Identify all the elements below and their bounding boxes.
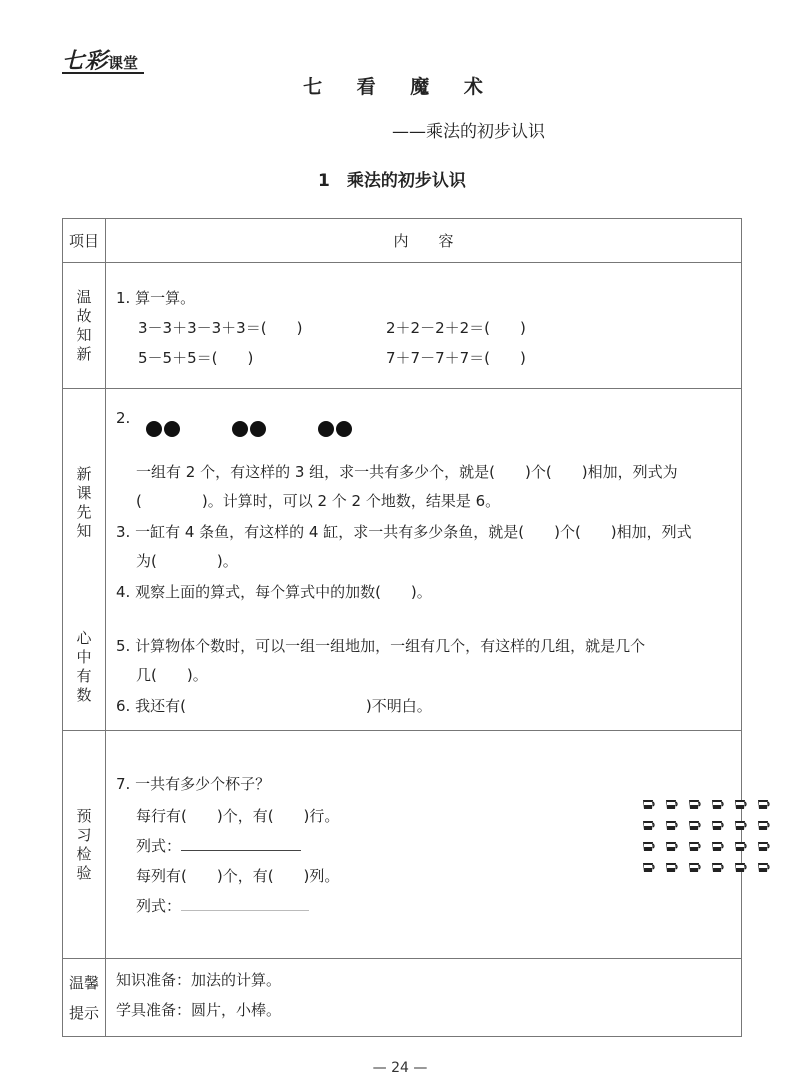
q7-row-fill: 每行有( )个，有( )行。 — [136, 807, 340, 825]
cup-icon — [687, 797, 701, 810]
section-review — [63, 263, 742, 389]
cup-icon — [664, 839, 678, 852]
section-tips — [63, 959, 742, 1037]
section-new-lesson-label: 新 课 先 知 心 中 有 数 — [63, 389, 106, 731]
dot — [318, 421, 334, 437]
section-tips-label: 温馨 提示 — [63, 959, 106, 1037]
q1-expr-1: 3－3＋3－3＋3＝( ) — [138, 319, 303, 337]
q7-col-fill: 每列有( )个，有( )列。 — [136, 867, 340, 885]
brand-sub-text: 课堂 — [108, 54, 139, 72]
cup-icon — [733, 818, 747, 831]
section-review-label: 温 故 知 新 — [63, 263, 106, 389]
dot — [250, 421, 266, 437]
cup-icon — [664, 860, 678, 873]
tip-knowledge: 知识准备：加法的计算。 — [116, 971, 282, 989]
cup-icon — [641, 860, 655, 873]
q1-expr-4: 7＋7－7＋7＝( ) — [386, 349, 526, 367]
cup-icon — [641, 839, 655, 852]
q3-line-a: 3. 一缸有 4 条鱼，有这样的 4 缸，求一共有多少条鱼，就是( )个( )相加，列式 — [116, 523, 692, 541]
dot — [146, 421, 162, 437]
cup-icon — [756, 797, 770, 810]
section-review-content — [106, 263, 742, 389]
q1-expr-2: 2＋2－2＋2＝( ) — [386, 319, 526, 337]
section-preview-label: 预 习 检 验 — [63, 731, 106, 959]
lesson-title: 1 乘法的初步认识 — [318, 171, 466, 191]
cup-icon — [641, 797, 655, 810]
worksheet-table — [62, 218, 742, 1037]
dot — [336, 421, 352, 437]
section-new-lesson — [63, 389, 742, 731]
cup-icon — [687, 818, 701, 831]
q1-expr-3: 5－5＋5＝( ) — [138, 349, 254, 367]
q2-line-a: 一组有 2 个，有这样的 3 组，求一共有多少个，就是( )个( )相加，列式为 — [136, 463, 678, 481]
header-item: 项目 — [63, 219, 106, 263]
dot — [164, 421, 180, 437]
q6-text: 6. 我还有( )不明白。 — [116, 697, 432, 715]
page-number: — 24 — — [372, 1060, 428, 1076]
cup-icon — [756, 839, 770, 852]
cup-icon — [733, 839, 747, 852]
tip-tools: 学具准备：圆片，小棒。 — [116, 1001, 282, 1019]
cup-icon — [664, 818, 678, 831]
cup-icon — [756, 818, 770, 831]
cup-icon — [710, 839, 724, 852]
q2-number: 2. — [116, 409, 131, 427]
q7-equation-1: 列式： — [136, 835, 301, 856]
cup-icon — [664, 797, 678, 810]
q7-text: 7. 一共有多少个杯子？ — [116, 775, 271, 793]
table-header-row — [63, 219, 742, 263]
cup-icon — [687, 860, 701, 873]
cup-icon — [756, 860, 770, 873]
brand-logo — [62, 44, 138, 75]
cup-icon — [733, 797, 747, 810]
q5-line-b: 几( )。 — [136, 666, 208, 684]
cup-icon — [733, 860, 747, 873]
brand-logo-text: 七彩 — [62, 48, 109, 74]
cup-icon — [710, 818, 724, 831]
q1-text: 1. 算一算。 — [116, 289, 196, 307]
q7-equation-2: 列式： — [136, 895, 309, 916]
header-content: 内 容 — [106, 219, 742, 263]
cup-icon — [687, 839, 701, 852]
q4-text: 4. 观察上面的算式，每个算式中的加数( )。 — [116, 583, 432, 601]
q2-line-b: ( )。计算时，可以 2 个 2 个地数，结果是 6。 — [136, 492, 501, 510]
q3-line-b: 为( )。 — [136, 552, 238, 570]
unit-subtitle: ——乘法的初步认识 — [392, 122, 545, 142]
q5-line-a: 5. 计算物体个数时，可以一组一组地加，一组有几个，有这样的几组，就是几个 — [116, 637, 646, 655]
cup-icon — [710, 797, 724, 810]
section-preview — [63, 731, 742, 959]
dot — [232, 421, 248, 437]
section-new-lesson-content — [106, 389, 742, 731]
unit-title: 七 看 魔 术 — [303, 76, 497, 98]
section-preview-content — [106, 731, 742, 959]
cup-icon — [641, 818, 655, 831]
cup-icon — [710, 860, 724, 873]
section-tips-content — [106, 959, 742, 1037]
